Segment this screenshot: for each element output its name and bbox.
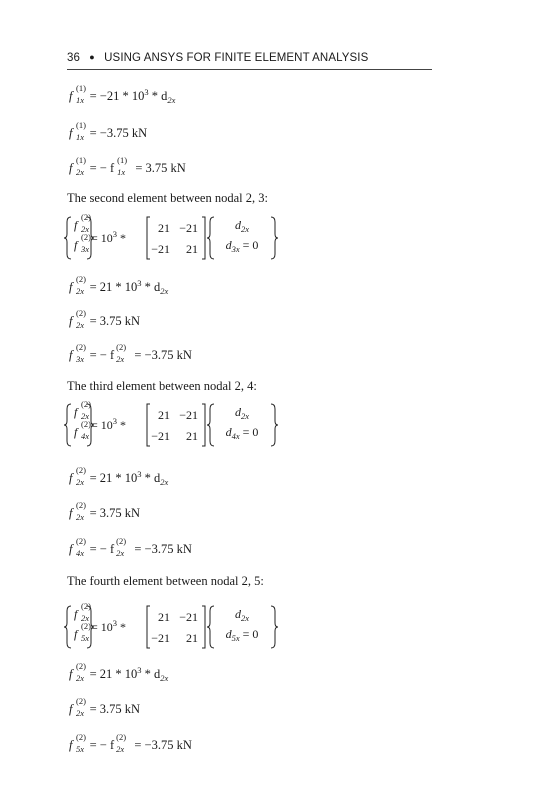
- equation-f2x-value-4: f (2) 2x = 3.75 kN: [69, 696, 141, 718]
- equation-f2x-expression-4: f (2) 2x = $21 * 10^3 * d_{2x}$: [69, 661, 169, 683]
- left-brace-icon: [64, 216, 72, 260]
- paragraph-second-element: The second element between nodal 2, 3:: [67, 191, 268, 205]
- paragraph-fourth-element: The fourth element between nodal 2, 5:: [67, 574, 264, 588]
- equation-f1x-expression: f (1) 1x = $-21 * 10^3 * d_{2x}$: [69, 83, 176, 105]
- running-header: [67, 52, 432, 70]
- equation-f3x-value: f (2) 3x = − f (2) 2x = −3.75 kN: [69, 342, 192, 364]
- right-brace-icon: [270, 403, 278, 447]
- header-bullet-icon: ●: [89, 52, 95, 62]
- left-brace-icon: [64, 403, 72, 447]
- equation-f2x-expression: f (2) 2x = $21 * 10^3 * d_{2x}$: [69, 274, 169, 296]
- equation-f2x-value-3: f (2) 2x = 3.75 kN: [69, 500, 141, 522]
- equation-f5x-value: f (2) 5x = − f (2) 2x = −3.75 kN: [69, 732, 192, 754]
- running-title: USING ANSYS FOR FINITE ELEMENT ANALYSIS: [104, 52, 369, 64]
- equation-f2x-element1: f (1) 2x = − f (1) 1x = 3.75 kN: [69, 155, 186, 177]
- paragraph-third-element: The third element between nodal 2, 4:: [67, 379, 257, 393]
- left-brace-icon: [64, 605, 72, 649]
- matrix-equation-element-2: f (2) 2x f (2) 3x = $10^3$ * 21 −21 −21 21 $d_{2x}$ $d_{3x} = 0$: [64, 216, 274, 260]
- matrix-equation-element-3: f (2) 2x f (2) 4x = $10^3$ * 21 −21 −21 21 $d_{2x}$ $d_{4x} = 0$: [64, 403, 274, 447]
- equation-f2x-value: f (2) 2x = 3.75 kN: [69, 308, 141, 330]
- equation-f1x-value: f (1) 1x = −3.75 kN: [69, 120, 148, 142]
- equation-f2x-expression-3: f (2) 2x = $21 * 10^3 * d_{2x}$: [69, 465, 169, 487]
- right-brace-icon: [270, 216, 278, 260]
- equation-f4x-value: f (2) 4x = − f (2) 2x = −3.75 kN: [69, 536, 192, 558]
- page-number: 36: [67, 52, 80, 64]
- matrix-equation-element-4: f (2) 2x f (2) 5x = $10^3$ * 21 −21 −21 21 $d_{2x}$ $d_{5x} = 0$: [64, 605, 274, 649]
- right-brace-icon: [270, 605, 278, 649]
